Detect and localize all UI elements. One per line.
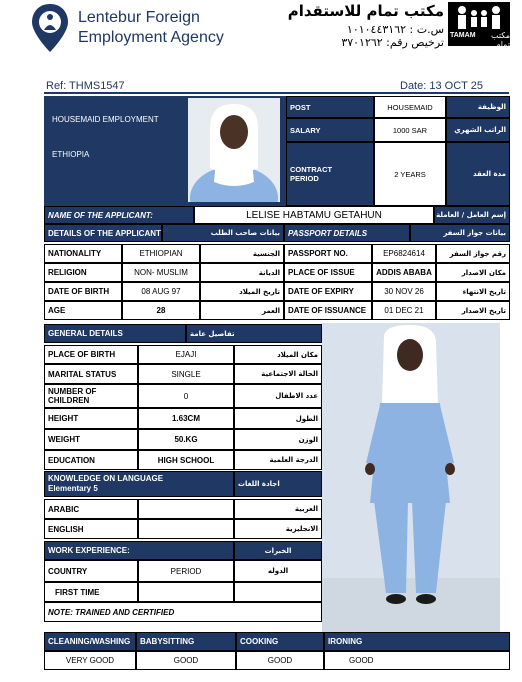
details-label: DETAILS OF THE APPLICANT	[44, 224, 162, 242]
applicant-name-label: NAME OF THE APPLICANT:	[44, 206, 194, 224]
contract-label-line1: CONTRACT	[290, 165, 333, 174]
passport-label: PASSPORT NO.	[284, 244, 372, 263]
salary-arabic: الراتب الشهري	[446, 118, 510, 142]
tamam-logo-text: TAMAM	[450, 32, 476, 39]
detail-arabic: تاريخ الميلاد	[200, 282, 284, 301]
skill-label: CLEANING/WASHING	[44, 632, 136, 651]
applicant-name: LELISE HABTAMU GETAHUN	[194, 206, 434, 224]
applicant-name-arabic: إسم العامل / العاملة	[434, 206, 510, 224]
detail-label: RELIGION	[44, 263, 122, 282]
general-value: 50.KG	[138, 429, 234, 450]
family-icon	[448, 2, 510, 32]
agency-name-arabic: مكتب تمام للاستقدام	[287, 2, 444, 20]
language-name: ENGLISH	[44, 519, 138, 539]
job-country: ETHIOPIA	[52, 150, 90, 159]
general-arabic: الحالة الاجتماعية	[234, 364, 322, 384]
general-label: PLACE OF BIRTH	[44, 345, 138, 364]
skill-label: BABYSITTING	[136, 632, 236, 651]
job-title: HOUSEMAID EMPLOYMENT	[52, 115, 159, 124]
detail-label: DATE OF BIRTH	[44, 282, 122, 301]
passport-details-arabic: بيانات جواز السفر	[410, 224, 510, 242]
applicant-portrait	[188, 98, 280, 202]
contract-arabic: مدة العقد	[446, 142, 510, 206]
detail-value: ETHIOPIAN	[122, 244, 200, 263]
work-country-label: COUNTRY	[44, 560, 138, 582]
detail-arabic: الديانة	[200, 263, 284, 282]
post-arabic: الوظيفة	[446, 96, 510, 118]
passport-label: PLACE OF ISSUE	[284, 263, 372, 282]
skill-label: COOKING	[236, 632, 324, 651]
language-arabic-name: الانجليزية	[234, 519, 322, 539]
passport-arabic: رقم جواز السفر	[436, 244, 510, 263]
work-country-arabic: الدوله	[234, 560, 322, 582]
tamam-logo	[448, 2, 510, 49]
passport-arabic: تاريخ الاصدار	[436, 301, 510, 320]
general-details-arabic: تفاصيل عامة	[186, 324, 322, 343]
commercial-register: س.ت : ١٠١٠٤٤٣١٦٢	[346, 23, 444, 36]
work-experience-arabic: الخبرات	[234, 541, 322, 560]
language-label	[44, 471, 234, 497]
passport-value: EP6824614	[372, 244, 436, 263]
passport-value: 01 DEC 21	[372, 301, 436, 320]
general-label: HEIGHT	[44, 408, 138, 429]
passport-label: DATE OF ISSUANCE	[284, 301, 372, 320]
skill-value: GOOD	[136, 651, 236, 670]
contract-label	[286, 142, 374, 206]
general-value: 1.63CM	[138, 408, 234, 429]
post-label: POST	[286, 96, 374, 118]
work-country-empty	[234, 582, 322, 602]
general-arabic: الدرجة العلمية	[234, 450, 322, 470]
detail-arabic: الجنسية	[200, 244, 284, 263]
general-details-label: GENERAL DETAILS	[44, 324, 186, 343]
post-value: HOUSEMAID	[374, 96, 446, 118]
detail-label: AGE	[44, 301, 122, 320]
skill-value: VERY GOOD	[44, 651, 136, 670]
agency-name-line2: Employment Agency	[78, 29, 224, 46]
language-label-line1: KNOWLEDGE ON LANGUAGE	[48, 474, 164, 483]
skill-value: GOOD	[324, 651, 510, 670]
contract-value: 2 YEARS	[374, 142, 446, 206]
language-value	[138, 499, 234, 519]
general-value: HIGH SCHOOL	[138, 450, 234, 470]
general-arabic: عدد الاطفال	[234, 384, 322, 408]
work-first-time: FIRST TIME	[44, 582, 138, 602]
language-name: ARABIC	[44, 499, 138, 519]
work-experience-label: WORK EXPERIENCE:	[44, 541, 234, 560]
passport-value: ADDIS ABABA	[372, 263, 436, 282]
detail-value: NON- MUSLIM	[122, 263, 200, 282]
document-date: Date: 13 OCT 25	[400, 80, 483, 92]
license-number: ترخيص رقم: ٣٧٠١٢٦٢	[341, 36, 444, 49]
language-arabic-name: العربية	[234, 499, 322, 519]
salary-label: SALARY	[286, 118, 374, 142]
general-value: SINGLE	[138, 364, 234, 384]
detail-value: 28	[122, 301, 200, 320]
skill-label: IRONING	[324, 632, 510, 651]
general-label: MARITAL STATUS	[44, 364, 138, 384]
detail-arabic: العمر	[200, 301, 284, 320]
passport-label: DATE OF EXPIRY	[284, 282, 372, 301]
applicant-full-photo	[322, 323, 500, 633]
header-divider	[44, 92, 509, 94]
language-level: Elementary 5	[48, 484, 98, 493]
tamam-logo-arabic: مكتب تمام	[491, 31, 510, 49]
agency-name-line1: Lentebur Foreign	[78, 9, 200, 26]
general-value: EJAJI	[138, 345, 234, 364]
passport-value: 30 NOV 26	[372, 282, 436, 301]
general-label: WEIGHT	[44, 429, 138, 450]
work-period-label: PERIOD	[138, 560, 234, 582]
general-arabic: مكان الميلاد	[234, 345, 322, 364]
passport-details-label: PASSPORT DETAILS	[284, 224, 410, 242]
training-note: NOTE: TRAINED AND CERTIFIED	[44, 602, 322, 622]
general-arabic: الوزن	[234, 429, 322, 450]
location-pin-logo	[30, 2, 70, 54]
children-label-line1: NUMBER OF	[48, 387, 97, 396]
general-arabic: الطول	[234, 408, 322, 429]
details-arabic: بيانات صاحب الطلب	[162, 224, 284, 242]
work-period-empty	[138, 582, 234, 602]
salary-value: 1000 SAR	[374, 118, 446, 142]
children-label	[44, 384, 138, 408]
reference-number: Ref: THMS1547	[46, 80, 125, 92]
passport-arabic: مكان الاصدار	[436, 263, 510, 282]
skill-value: GOOD	[236, 651, 324, 670]
contract-label-line2: PERIOD	[290, 174, 319, 183]
language-arabic: اجادة اللغات	[234, 471, 322, 497]
passport-arabic: تاريخ الانتهاء	[436, 282, 510, 301]
general-label: EDUCATION	[44, 450, 138, 470]
general-value: 0	[138, 384, 234, 408]
language-value	[138, 519, 234, 539]
detail-label: NATIONALITY	[44, 244, 122, 263]
detail-value: 08 AUG 97	[122, 282, 200, 301]
children-label-line2: CHILDREN	[48, 396, 90, 405]
